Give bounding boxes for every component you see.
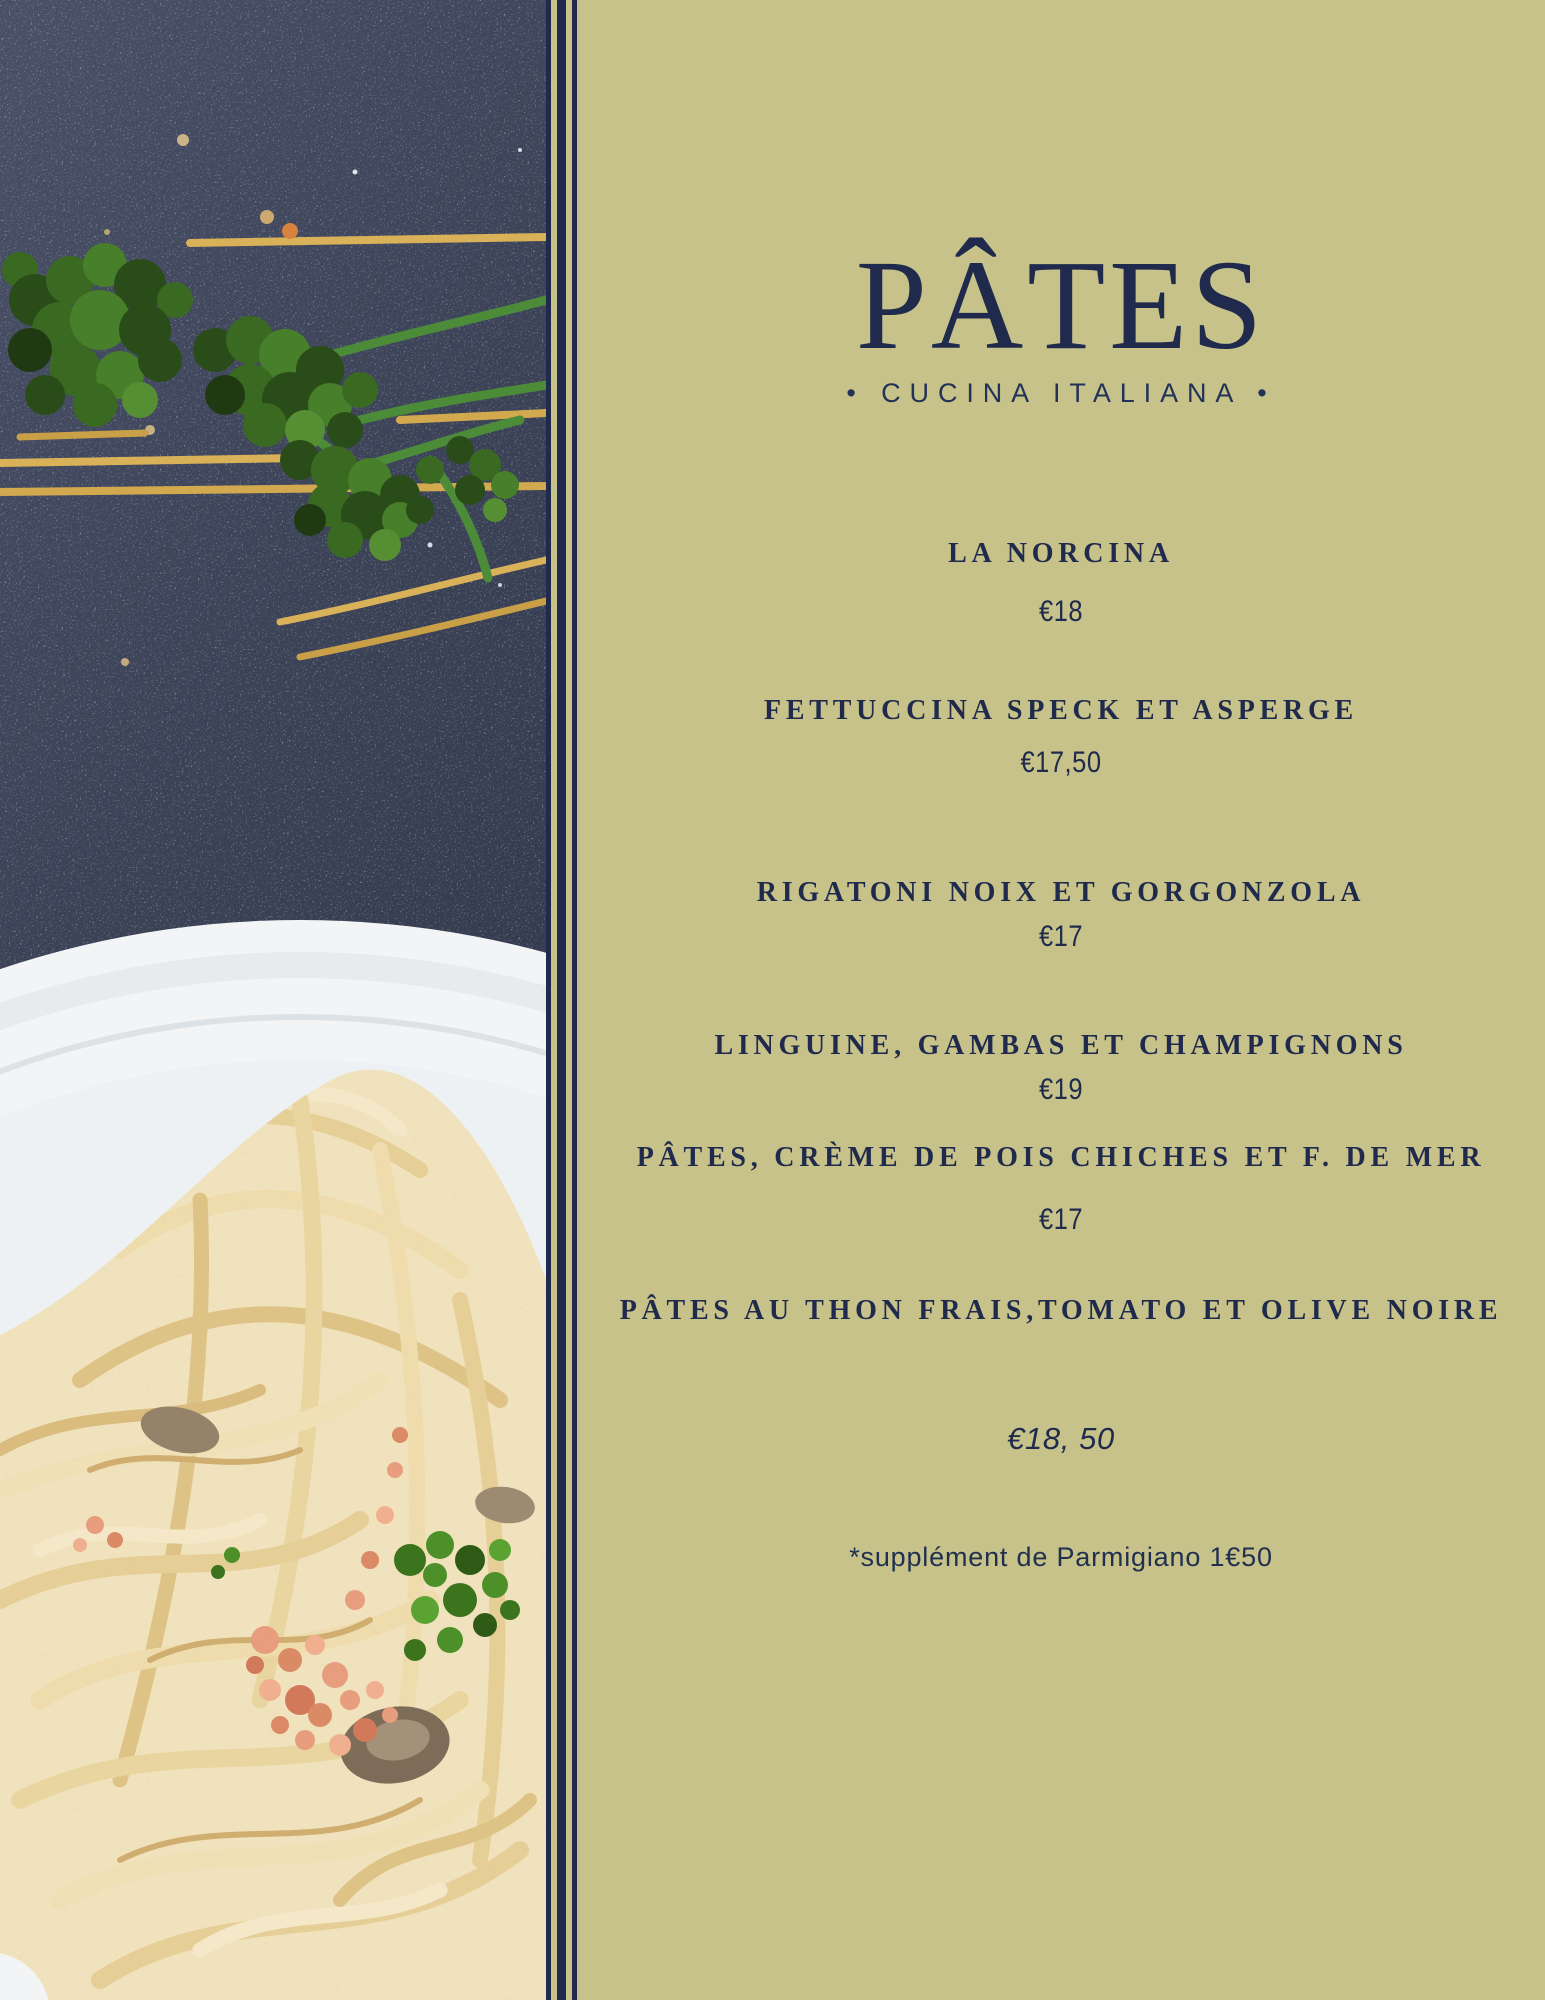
- menu-panel: [577, 0, 1545, 2000]
- page-title: PÂTES: [855, 234, 1267, 376]
- menu-item-name: PÂTES AU THON FRAIS,TOMATO ET OLIVE NOIRE: [619, 1295, 1503, 1326]
- menu-item-name: FETTUCCINA SPECK ET ASPERGE: [763, 695, 1358, 726]
- menu-item-price: €18, 50: [1007, 1421, 1115, 1456]
- menu-item-price: €18: [1038, 595, 1084, 628]
- menu-item-name: LINGUINE, GAMBAS ET CHAMPIGNONS: [714, 1030, 1408, 1061]
- menu-item-name: LA NORCINA: [948, 538, 1174, 569]
- menu-footnote: *supplément de Parmigiano 1€50: [849, 1542, 1273, 1572]
- pasta-photo: [0, 0, 546, 2000]
- menu-item-price: €19: [1038, 1073, 1084, 1106]
- divider-stripes: [546, 0, 577, 2000]
- menu-subtitle: • CUCINA ITALIANA •: [846, 378, 1276, 408]
- menu-item-price: €17,50: [1020, 746, 1102, 779]
- menu-item-name: PÂTES, CRÈME DE POIS CHICHES ET F. DE MER: [636, 1142, 1486, 1173]
- menu-item-name: RIGATONI NOIX ET GORGONZOLA: [756, 877, 1366, 908]
- menu-item-price: €17: [1038, 1203, 1084, 1236]
- menu-item-price: €17: [1038, 920, 1084, 953]
